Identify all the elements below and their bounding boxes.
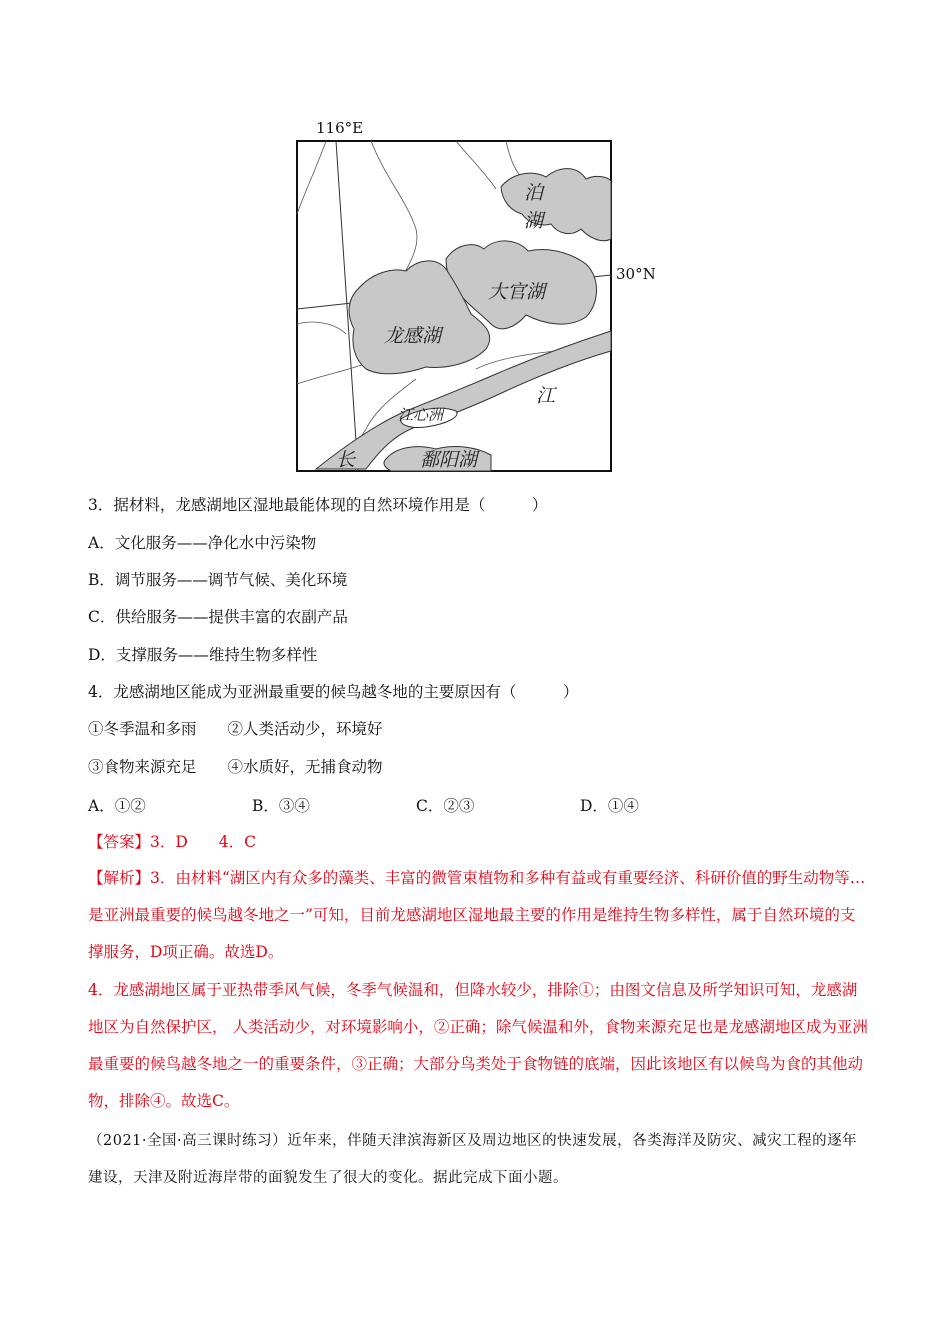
jiangxinzhou-label: 江心洲 [398, 406, 444, 424]
lake-map-figure [296, 119, 656, 475]
question-4-option-b: B．③④ [252, 797, 310, 815]
question-3-option-d: D．支撑服务——维持生物多样性 [88, 646, 318, 664]
question-3-stem: 3．据材料，龙感湖地区湿地最能体现的自然环境作用是（ ） [88, 496, 548, 514]
next-question-intro: （2021·全国·高三课时练习）近年来，伴随天津滨海新区及周边地区的快速发展，各类海洋及防灾、减灾工程的逐年建设，天津及附近海岸带的面貌发生了很大的变化。据此完成下面小题。 [88, 1133, 858, 1186]
latitude-label: 30°N [616, 265, 656, 283]
analysis-paragraph-4: 4．龙感湖地区属于亚热带季风气候，冬季气候温和，但降水较少，排除①；由图文信息及所学知识可知，龙感湖地区为自然保护区， 人类活动少，对环境影响小，②正确；除气候温和外，食物来源充足也是龙感湖地区成为亚洲最重要的候鸟越冬地之一的重要条件，③正确；大部分鸟类处于食物链的底端，因此该地区有以候鸟为食的其他动物，排除④。故选C。 [88, 981, 868, 1110]
question-3-option-c: C．供给服务——提供丰富的农副产品 [88, 608, 348, 626]
analysis-paragraph-3: 【解析】3．由材料“湖区内有众多的藻类、丰富的微管束植物和多种有益或有重要经济、科研价值的野生动物等…是亚洲最重要的候鸟越冬地之一”可知，目前龙感湖地区湿地最主要的作用是维持生物多样性，属于自然环境的支撑服务，D项正确。故选D。 [88, 869, 866, 961]
question-4-stem: 4．龙感湖地区能成为亚洲最重要的候鸟越冬地的主要原因有（ ） [88, 683, 579, 701]
question-4-option-d: D．①④ [580, 797, 639, 815]
question-4-statements-2: ③食物来源充足 ④水质好，无捕食动物 [88, 758, 383, 776]
question-3-option-b: B．调节服务——调节气候、美化环境 [88, 571, 348, 589]
longganhu-label: 龙感湖 [384, 325, 442, 347]
answer-line: 【答案】3．D 4．C [88, 833, 257, 851]
question-4-option-c: C．②③ [416, 797, 475, 815]
longitude-label: 116°E [316, 119, 364, 137]
question-4-option-a: A．①② [88, 797, 146, 815]
daguanhu-label: 大官湖 [488, 281, 546, 303]
bohu-label: 泊湖 [524, 182, 544, 232]
poyanghu-label: 鄱阳湖 [420, 449, 478, 471]
river-char-jiang: 江 [536, 385, 556, 407]
question-4-statements-1: ①冬季温和多雨 ②人类活动少，环境好 [88, 720, 383, 738]
lake-map-drawing [296, 119, 656, 475]
question-3-option-a: A．文化服务——净化水中污染物 [88, 534, 317, 552]
river-char-chang: 长 [336, 449, 356, 471]
lake-bohu-shape [501, 169, 611, 241]
